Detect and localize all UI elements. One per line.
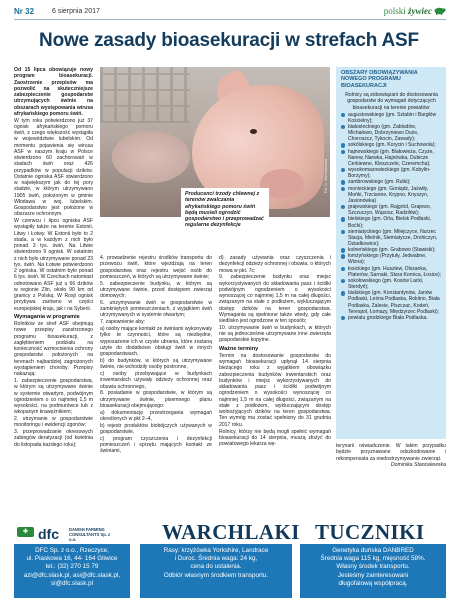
contact-line: azi@dfc.slask.pl, asi@dfc.slask.pl, bbox=[23, 571, 121, 579]
list-item: b) rejestr produktów biobójczych używanych w gospodarstwie, bbox=[100, 422, 212, 436]
list-item: a) osoby mające kontakt ze świniami wykonywały tylko te czynności, które są niezbędne, wyposażenie ich w czyste ubrania, które zostaną użyte do dodatkowo obsługi świń w innych gospodarstwach, bbox=[100, 326, 212, 358]
tuczniki-box bbox=[300, 544, 446, 598]
bullet-icon bbox=[341, 279, 345, 283]
sidebar-item-text: augustowskiego (gm. Sztabin i Bargłów Kościelny); bbox=[348, 111, 437, 124]
sidebar-item bbox=[341, 186, 442, 204]
sidebar-item bbox=[341, 204, 442, 216]
ad-line: cena do ustalenia. bbox=[190, 563, 242, 571]
sidebar-item-text: wysokomazowieckiego (gm. Kobylin-Borzymy); bbox=[348, 167, 431, 180]
header-rule bbox=[14, 19, 446, 20]
dfc-contact-box bbox=[14, 544, 130, 598]
sidebar-item bbox=[341, 266, 442, 278]
list-item: 1. zabezpieczenie gospodarstwa, w którym są utrzymywane świnie w systemie otwartym, podwójnym ogrodzeniem o co najmniej 1,5 m wysokości, na podmurówce lub z wkopanym krawężnikiem; bbox=[14, 378, 93, 416]
list-item: 2. utrzymanie w gospodarstwie monitoringu i ewidencji zgonów; bbox=[14, 416, 93, 429]
section-heading-deadlines: Ważne terminy bbox=[219, 345, 259, 352]
sidebar-item-text: bielskiego (gm. Orla, Bielsk Podlaski, Boćki); bbox=[348, 216, 432, 229]
sidebar-list bbox=[341, 112, 442, 321]
sidebar-item-text: łomżyńskiego (Przytuły, Jedwabne, Wizna); bbox=[348, 253, 427, 266]
sidebar-item-text: zambrowskiego (gm. Rutki); bbox=[348, 179, 411, 186]
sidebar-item bbox=[341, 290, 442, 315]
list-item: 10. utrzymywanie świń w budynkach, w których nie są jednocześnie utrzymywane inne zwierzęta gospodarskie kopytne. bbox=[219, 324, 331, 344]
bullet-icon bbox=[341, 187, 345, 191]
body-paragraph: Rolników ze stref ASF obejmują nowe przepisy zaostrzonego programu bioasekuracji, z zagłębieniem podziału na konieczność wzmocnienia ochrony gospodarstw położonych na terenach najbardziej zagrożonych wystąpieniem choroby. Przepisy nakazują: bbox=[14, 321, 93, 378]
list-item: 8. posiadanie w gospodarstwie, w którym są utrzymywane świnie, pisemnego planu bioasekuracji obejmującego: bbox=[100, 390, 212, 409]
ad-line: Odbiór własnym środkiem transportu. bbox=[163, 571, 269, 579]
sidebar-item-text: kolneńskiego (gm. Grabowo (Stawiski); bbox=[348, 247, 436, 254]
contact-line: tel.: (32) 270 15 79 bbox=[45, 563, 99, 571]
list-item: 9. zabezpieczenie budynku oraz miejsc wykorzystywanych do składowania pasz i ściółki podwójnym ogrodzeniem o wysokości wynoszącej co najmniej 1,5 m na całej długości, związanym na stałe z podłożem, wykluczającym dostęp dzików na teren gospodarstwa. Wymagania są spełnione także wtedy, gdy całe siedlisko jest ogrodzone w ten sposób; bbox=[219, 274, 331, 325]
bullet-icon bbox=[341, 267, 345, 271]
contact-line: DFC Sp. z o.o., Rzeczyce, bbox=[35, 547, 109, 554]
contact-line: ul. Piaskowa 16, 44- 164 Gliwice bbox=[26, 555, 118, 563]
sidebar-item-text: sokólskiego (gm. Korycin i Suchowola); bbox=[348, 142, 436, 149]
sidebar-box bbox=[336, 67, 446, 439]
ad-line: Średnia waga 115 kg, mięsność 58%. bbox=[320, 555, 426, 563]
list-item: 6. utrzymywanie świń w gospodarstwie w zamkniętych pomieszczeniach, z wyjątkiem świń utrzymywanych w systemie otwartym; bbox=[100, 299, 212, 319]
ad-line: długofalową współpracą. bbox=[338, 579, 408, 587]
ad-footer bbox=[0, 520, 454, 600]
pig-logo-icon bbox=[433, 6, 446, 15]
list-item: 3. przeprowadzanie okresowych zabiegów deratyzacji (od kwietnia do listopada każdego roku); bbox=[14, 429, 93, 448]
section-heading-requirements: Wymagania w programie bbox=[14, 313, 80, 320]
lead-paragraph: Od 15 lipca obowiązuje nowy program bioasekuracji. Zaostrzenie przepisów ma pozwolić na skuteczniejsze zabezpieczenie gospodarstw utrzymujących świnie na obszarach występowania wirusa afrykańskiego pomoru świń. bbox=[14, 67, 93, 117]
article-column-3 bbox=[219, 255, 331, 514]
body-paragraph: terynarii oświadczenie. W takim przypadku będzie przyznawane odszkodowanie i rekompensata za niedostrzymywanie zwierząt. bbox=[336, 443, 446, 462]
list-item: c) osoby przebywające w budynkach inwentarskich używały odzieży ochronnej oraz obuwia ochronnego, bbox=[100, 371, 212, 390]
sidebar-item-text: siemiatyckiego (gm. Milejczyce, Nurzec Stacja, Mielnik, Siemiatycze, Drohiczyn, Dziadkowice); bbox=[348, 228, 438, 247]
list-item: 5. zabezpieczenie budynku, w którym są utrzymywane świnie, przed dostępem zwierząt domowych; bbox=[100, 280, 212, 300]
dfc-logo-subtitle: DANISH FARMING CONSULTANTS Sp. z o.o. bbox=[69, 527, 111, 542]
list-item: 7. zapewnienie aby: bbox=[100, 319, 146, 326]
sidebar-intro: Rolnicy są zobowiązani do dostosowania gospodarstw do wymagań dotyczących bioasekuracji na terenie powiatów: bbox=[345, 92, 438, 111]
bullet-icon bbox=[341, 254, 345, 258]
sidebar-item bbox=[341, 124, 442, 142]
bullet-icon bbox=[341, 180, 345, 184]
dfc-logo-text: dfc bbox=[38, 526, 59, 542]
bullet-icon bbox=[341, 168, 345, 172]
sidebar-item bbox=[341, 229, 442, 247]
sidebar-item bbox=[341, 112, 442, 124]
sidebar-item-text: grajewskiego (gm. Rajgród, Grajewo, Szczuczyn, Wąsosz, Radziłów); bbox=[348, 204, 432, 217]
sidebar-item-text: bialskiego (gm. Konstantynów, Janów Podlaski, Leśna Podlaska, Rokitno, Biała Podlaska, Zalesie, Piszczac, Kodeń, Terespol, Łomazy, Międzyrzec Podlaski); bbox=[348, 290, 440, 315]
bullet-icon bbox=[341, 230, 345, 234]
bullet-icon bbox=[341, 125, 345, 129]
sidebar-item bbox=[341, 315, 442, 321]
body-paragraph: Rolnicy, którzy nie będą mogli spełnić wymagań bioasekuracji do 14 sierpnia, muszą złożyć do powiatowego lekarza wę- bbox=[219, 428, 331, 448]
bullet-icon bbox=[341, 113, 345, 117]
brand-main: żywiec bbox=[408, 6, 432, 16]
tuczniki-heading: TUCZNIKI bbox=[315, 520, 425, 544]
ad-line: Jesteśmy zainteresowani bbox=[337, 571, 409, 579]
article-column-1 bbox=[14, 67, 93, 514]
bullet-icon bbox=[341, 205, 345, 209]
issue-number: Nr 32 bbox=[14, 7, 35, 16]
page-header bbox=[0, 0, 454, 30]
bullet-icon bbox=[341, 143, 345, 147]
list-item: d) zasady używania oraz czyszczenia i dezynfekcji odzieży ochronnej i obuwia, o których mowa w pkt. 7c; bbox=[219, 255, 331, 274]
warchlaki-heading: WARCHLAKI bbox=[162, 520, 300, 544]
list-item: c) program czyszczenia i dezynfekcji pomieszczeń i sprzętu mających kontakt ze świniami, bbox=[100, 435, 212, 455]
photo-caption: Producenci trzody chlewnej z terenów zwalczania afrykańskiego pomoru świń będą musieli ogrodzić gospodarstwo i przeprowadzać regularne dezynfekcje bbox=[181, 188, 269, 242]
body-paragraph: Termin na dostosowanie gospodarstw do wymagań bioasekuracji upłynął 14 sierpnia bieżącego roku z wyjątkiem obowiązku zabezpieczenia budynków inwentarskich oraz budynków i miejsc wykorzystywanych do składowania pasz i ściółki podwójnym ogrodzeniem o wysokości wynoszącej co najmniej 1,5 m na całej długości, związanym na stałe z podłożem, wykluczającym dostęp wolnożyjących dzików na teren gospodarstwa. Ten wymóg ma zostać spełniony do 31 grudnia 2017 roku. bbox=[219, 352, 331, 428]
pen-fence bbox=[100, 67, 190, 123]
contact-line: sl@dfc.slask.pl bbox=[50, 579, 94, 587]
sidebar-item bbox=[341, 216, 442, 228]
photo-credit: Fot. D. Stancelewska bbox=[324, 159, 328, 193]
bullet-icon bbox=[341, 316, 345, 320]
ad-line: i Duroc. Średnia waga: 24 kg, bbox=[174, 555, 258, 563]
sidebar-item-text: hajnowskiego (gm. Białowieża, Czyże, Narew, Narwka, Hajnówka, Dubicze Cerkiewne, Kleszczele, Czeremcha); bbox=[348, 148, 434, 167]
sidebar-title: OBSZARY OBOWIĄZYWANIA NOWEGO PROGRAMU BIOASEKURACJI bbox=[341, 70, 418, 89]
article-column-4 bbox=[336, 443, 446, 487]
list-item: 4. prowadzenie rejestru środków transportu do przewozu świń, które wjeżdżają na teren gospodarstwa oraz rejestru wejść osób do pomieszczeń, w których są utrzymywane świnie; bbox=[100, 255, 212, 280]
bullet-icon bbox=[341, 217, 345, 221]
issue-date: 6 sierpnia 2017 bbox=[52, 8, 100, 15]
publication-brand bbox=[384, 6, 432, 16]
sidebar-item bbox=[341, 167, 442, 179]
sidebar-item bbox=[341, 278, 442, 290]
background-pig bbox=[112, 131, 190, 183]
sidebar-item-text: monieckiego (gm. Goniądz, Jaświły, Mońki, Trzcianne, Krypno, Knyszyn, Jasionówka) bbox=[348, 185, 429, 204]
ad-line: Rasy: krzyżówka Yorkshire, Landrace bbox=[163, 547, 269, 554]
sidebar-item-text: sokołowskiego (gm. Kosów Lacki, Sterdyń); bbox=[348, 277, 424, 291]
ad-line: Własny środek transportu. bbox=[336, 563, 410, 571]
bullet-icon bbox=[341, 150, 345, 154]
bullet-icon bbox=[341, 248, 345, 252]
sidebar-item-text: białostockiego (gm. Zabłudów, Michałowo, Dobrzyniewo Duże, Choroszcz, Tykocin, Zawady); bbox=[348, 124, 419, 143]
dfc-logo bbox=[14, 524, 111, 542]
ad-line: Genetyka duńska DANBRED bbox=[332, 547, 414, 554]
sidebar-item bbox=[341, 253, 442, 265]
sidebar-item-text: łosickiego (gm. Huszlew, Olszanka, Platerów, Sarnaki, Stara Kornica, Łosice); bbox=[348, 265, 442, 278]
bullet-icon bbox=[341, 291, 345, 295]
body-paragraph: W czerwcu i lipcu ogniska ASF wystąpiły także na terenie Estonii, Litwy i Łotwy. W Estonii było to 2 stada, a w każdym z nich było ponad 3 tys. świń. Na Litwie stwierdzono 9 ognisk. W ostatnim z nich było utrzymywane ponad 23 tys. świń. Na Łotwie potwierdzono 2 ogniska. W ostatnim było ponad 6 tys. świń. W Czechach natomiast odnotowano ASF już u 66 dzików w regionie Zlin, około 90 km od granicy z Polską. W Rosji ognisk przybywa zarówno w części europejskiej kraju, jak i na Syberii. bbox=[14, 218, 93, 312]
brand-prefix: polski bbox=[383, 6, 406, 16]
article-title: Nowe zasady bioasekuracji w strefach ASF bbox=[39, 30, 419, 51]
list-item: a) dokumentację przestrzegania wymagań określonych w pkt 2–4, bbox=[100, 409, 212, 422]
article-column-2 bbox=[100, 255, 212, 514]
body-paragraph: W tym roku potwierdzono już 37 ognisk afrykańskiego pomoru świń, z czego większość wystąpiła w województwie lubelskim. Od momentu pojawienia się wirusa ASF w naszym kraju w Polsce stwierdzono 60 zachorowań w stadach świń oraz 426 przypadków w populacji dzików. Ostatnie ogniska ASF stwierdzono w największym jak do tej pory stadzie, w którym utrzymywano 1905 świń, położonym w gminie Włodawa w woj. lubelskim. Gospodarstwo jest położone w obszarze ochronnym. bbox=[14, 117, 93, 218]
sidebar-item bbox=[341, 149, 442, 167]
sidebar-item-text: powiatu grodzkiego Biała Podlaska. bbox=[348, 314, 428, 321]
author-signature: Dominika Stancelewska bbox=[390, 462, 446, 469]
list-item: b) do budynków, w których są utrzymywane świnie, nie wchodziły osoby postronne, bbox=[100, 357, 212, 371]
pig-eye bbox=[250, 129, 257, 134]
dfc-flag-icon: ✚ bbox=[17, 527, 34, 537]
warchlaki-box bbox=[140, 544, 292, 598]
